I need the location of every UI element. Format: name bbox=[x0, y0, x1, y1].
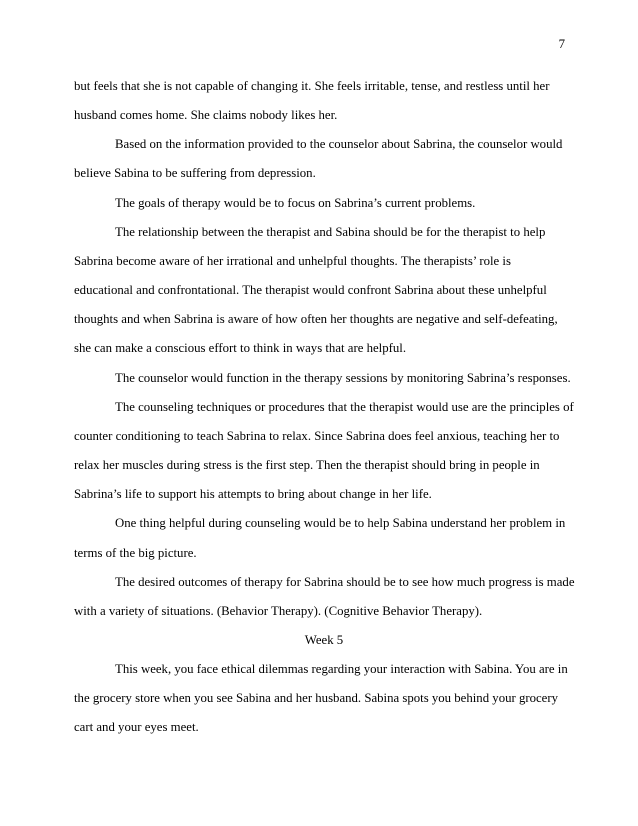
section-heading: Week 5 bbox=[304, 632, 344, 647]
paragraph-line: husband comes home. She claims nobody likes her. bbox=[74, 108, 338, 123]
paragraph-line: she can make a conscious effort to think in ways that are helpful. bbox=[74, 341, 407, 356]
paragraph-line: the grocery store when you see Sabina and her husband. Sabina spots you behind your grocery bbox=[74, 691, 559, 706]
paragraph-line: thoughts and when Sabrina is aware of how often her thoughts are negative and self-defeating, bbox=[74, 312, 558, 327]
paragraph-line: The desired outcomes of therapy for Sabrina should be to see how much progress is made bbox=[115, 574, 575, 589]
paragraph-line: cart and your eyes meet. bbox=[74, 720, 199, 735]
paragraph-line: Based on the information provided to the counselor about Sabrina, the counselor would bbox=[115, 137, 563, 152]
paragraph-line: terms of the big picture. bbox=[74, 545, 197, 560]
paragraph-line: counter conditioning to teach Sabrina to relax. Since Sabrina does feel anxious, teaching her to bbox=[74, 428, 560, 443]
paragraph-line: One thing helpful during counseling would be to help Sabina understand her problem in bbox=[115, 516, 566, 531]
paragraph-line: believe Sabina to be suffering from depression. bbox=[74, 166, 316, 181]
document-body bbox=[74, 72, 574, 743]
paragraph-line: Sabrina become aware of her irrational and unhelpful thoughts. The therapists’ role is bbox=[74, 253, 511, 268]
paragraph-line: The relationship between the therapist and Sabina should be for the therapist to help bbox=[115, 224, 546, 239]
paragraph-line: Sabrina’s life to support his attempts to bring about change in her life. bbox=[74, 487, 432, 502]
paragraph-line: but feels that she is not capable of changing it. She feels irritable, tense, and restless until her bbox=[74, 79, 550, 93]
paragraph-line: The goals of therapy would be to focus on Sabrina’s current problems. bbox=[115, 195, 476, 210]
paragraph-line: relax her muscles during stress is the first step. Then the therapist should bring in people in bbox=[74, 458, 540, 473]
paragraph-line: The counseling techniques or procedures that the therapist would use are the principles of bbox=[115, 399, 574, 414]
paragraph-line: with a variety of situations. (Behavior Therapy). (Cognitive Behavior Therapy). bbox=[74, 603, 483, 618]
page-number: 7 bbox=[558, 37, 565, 51]
paragraph-line: educational and confrontational. The therapist would confront Sabrina about these unhelpful bbox=[74, 283, 547, 298]
paragraph-line: This week, you face ethical dilemmas regarding your interaction with Sabina. You are in bbox=[115, 662, 568, 677]
paragraph-line: The counselor would function in the therapy sessions by monitoring Sabrina’s responses. bbox=[115, 370, 571, 385]
